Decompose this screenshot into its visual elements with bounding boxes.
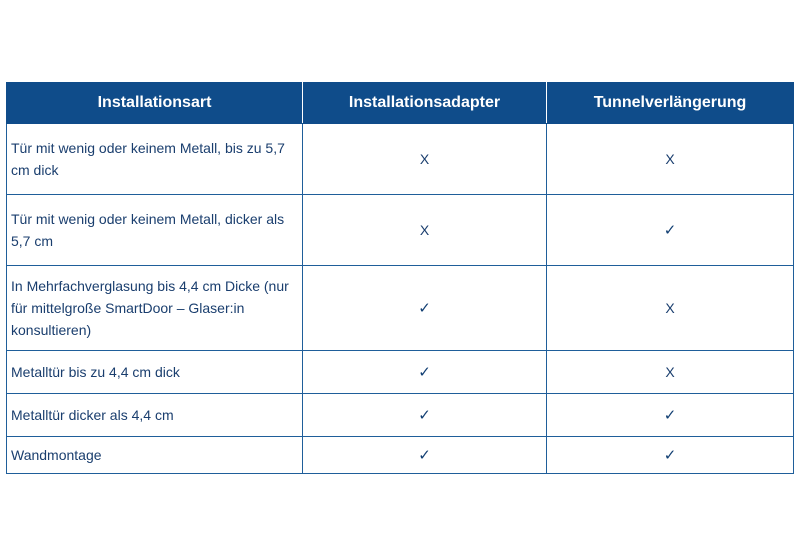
- row-label: In Mehrfachverglasung bis 4,4 cm Dicke (nur für mittelgroße SmartDoor – Glaser:in konsultieren): [7, 266, 303, 351]
- cross-mark: X: [665, 300, 675, 316]
- adapter-cell: [303, 195, 547, 266]
- adapter-cell: [303, 266, 547, 351]
- table-row: [7, 195, 794, 266]
- cross-mark: X: [665, 364, 675, 380]
- table-row: [7, 351, 794, 394]
- row-label: Metalltür bis zu 4,4 cm dick: [7, 351, 303, 394]
- check-icon: ✓: [418, 406, 431, 424]
- header-tunnelverlaengerung: Tunnelverlängerung: [547, 83, 794, 124]
- tunnel-cell: [547, 195, 794, 266]
- installation-table: [6, 82, 794, 474]
- check-icon: ✓: [663, 446, 677, 464]
- table-row: [7, 124, 794, 195]
- check-icon: ✓: [663, 406, 677, 424]
- check-icon: ✓: [418, 446, 431, 464]
- header-installationsadapter: Installationsadapter: [303, 83, 547, 124]
- installation-table-container: [6, 82, 793, 474]
- row-label: Tür mit wenig oder keinem Metall, bis zu 5,7 cm dick: [7, 124, 303, 195]
- check-icon: ✓: [418, 363, 431, 381]
- check-icon: ✓: [418, 299, 431, 317]
- row-label: Metalltür dicker als 4,4 cm: [7, 394, 303, 437]
- adapter-cell: [303, 351, 547, 394]
- cross-mark: X: [665, 151, 675, 167]
- table-row: [7, 266, 794, 351]
- adapter-cell: [303, 437, 547, 474]
- header-installationsart: Installationsart: [7, 83, 303, 124]
- table-row: [7, 437, 794, 474]
- tunnel-cell: [547, 266, 794, 351]
- adapter-cell: [303, 124, 547, 195]
- cross-mark: X: [419, 151, 430, 167]
- table-header-row: [7, 83, 794, 124]
- table-row: [7, 394, 794, 437]
- tunnel-cell: [547, 437, 794, 474]
- tunnel-cell: [547, 351, 794, 394]
- check-icon: ✓: [663, 221, 677, 239]
- row-label: Tür mit wenig oder keinem Metall, dicker als 5,7 cm: [7, 195, 303, 266]
- adapter-cell: [303, 394, 547, 437]
- tunnel-cell: [547, 394, 794, 437]
- cross-mark: X: [419, 222, 430, 238]
- row-label: Wandmontage: [7, 437, 303, 474]
- tunnel-cell: [547, 124, 794, 195]
